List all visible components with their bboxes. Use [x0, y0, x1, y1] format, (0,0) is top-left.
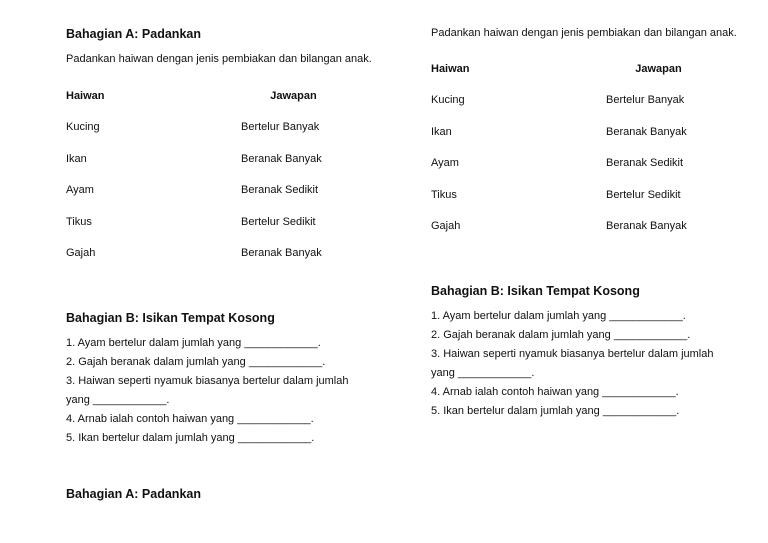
question-item: 1. Ayam bertelur dalam jumlah yang ____________. — [431, 310, 686, 322]
question-item: 5. Ikan bertelur dalam jumlah yang ____________. — [66, 432, 315, 444]
table-header-row — [66, 90, 346, 121]
header-haiwan: Haiwan — [431, 63, 470, 75]
section-a-title: Bahagian A: Padankan — [66, 27, 201, 41]
answer-cell: Bertelur Sedikit — [606, 188, 681, 201]
table-row — [66, 153, 346, 185]
right-matching-table — [431, 63, 711, 252]
section-b-title: Bahagian B: Isikan Tempat Kosong — [66, 311, 275, 325]
animal-cell: Kucing — [66, 121, 100, 133]
animal-cell: Ayam — [66, 184, 94, 196]
table-row — [431, 220, 711, 252]
header-jawapan: Jawapan — [635, 63, 682, 75]
question-item: 3. Haiwan seperti nyamuk biasanya bertelur dalam jumlah yang ____________. — [431, 348, 714, 379]
matching-table — [66, 90, 346, 279]
header-jawapan: Jawapan — [270, 90, 317, 102]
table-row — [431, 189, 711, 221]
question-item: 5. Ikan bertelur dalam jumlah yang ____________. — [431, 405, 680, 417]
question-item: 2. Gajah beranak dalam jumlah yang ____________. — [431, 329, 691, 341]
table-row — [431, 126, 711, 158]
fill-blank-list — [66, 334, 366, 448]
animal-cell: Tikus — [431, 188, 457, 201]
section-a-repeat-title: Bahagian A: Padankan — [66, 487, 201, 501]
answer-cell: Bertelur Banyak — [606, 94, 685, 106]
animal-cell: Ikan — [66, 152, 87, 165]
answer-cell: Beranak Sedikit — [241, 184, 319, 196]
animal-cell: Tikus — [66, 215, 92, 228]
answer-cell: Bertelur Banyak — [241, 121, 320, 133]
question-item: 4. Arnab ialah contoh haiwan yang ____________. — [431, 386, 679, 398]
answer-cell: Beranak Banyak — [606, 220, 687, 232]
question-item: 4. Arnab ialah contoh haiwan yang ____________. — [66, 413, 314, 425]
table-header-row — [431, 63, 711, 94]
answer-cell: Beranak Banyak — [241, 247, 322, 259]
animal-cell: Ayam — [431, 157, 459, 169]
table-row — [66, 184, 346, 216]
question-item: 2. Gajah beranak dalam jumlah yang ____________. — [66, 356, 326, 368]
table-row — [66, 121, 346, 153]
right-section-b-title: Bahagian B: Isikan Tempat Kosong — [431, 284, 640, 298]
animal-cell: Kucing — [431, 94, 465, 106]
right-fill-blank-list — [431, 307, 731, 421]
table-row — [431, 157, 711, 189]
question-item: 1. Ayam bertelur dalam jumlah yang ____________. — [66, 337, 321, 349]
answer-cell: Beranak Sedikit — [606, 157, 684, 169]
right-section-a-intro: Padankan haiwan dengan jenis pembiakan dan bilangan anak. — [431, 27, 737, 39]
table-row — [66, 247, 346, 279]
header-haiwan: Haiwan — [66, 90, 105, 102]
animal-cell: Ikan — [431, 125, 452, 138]
animal-cell: Gajah — [66, 247, 96, 259]
answer-cell: Beranak Banyak — [606, 125, 687, 138]
answer-cell: Bertelur Sedikit — [241, 215, 316, 228]
answer-cell: Beranak Banyak — [241, 152, 322, 165]
table-row — [66, 216, 346, 248]
table-row — [431, 94, 711, 126]
animal-cell: Gajah — [431, 220, 461, 232]
section-a-intro: Padankan haiwan dengan jenis pembiakan dan bilangan anak. — [66, 53, 372, 65]
question-item: 3. Haiwan seperti nyamuk biasanya bertelur dalam jumlah yang ____________. — [66, 375, 349, 406]
